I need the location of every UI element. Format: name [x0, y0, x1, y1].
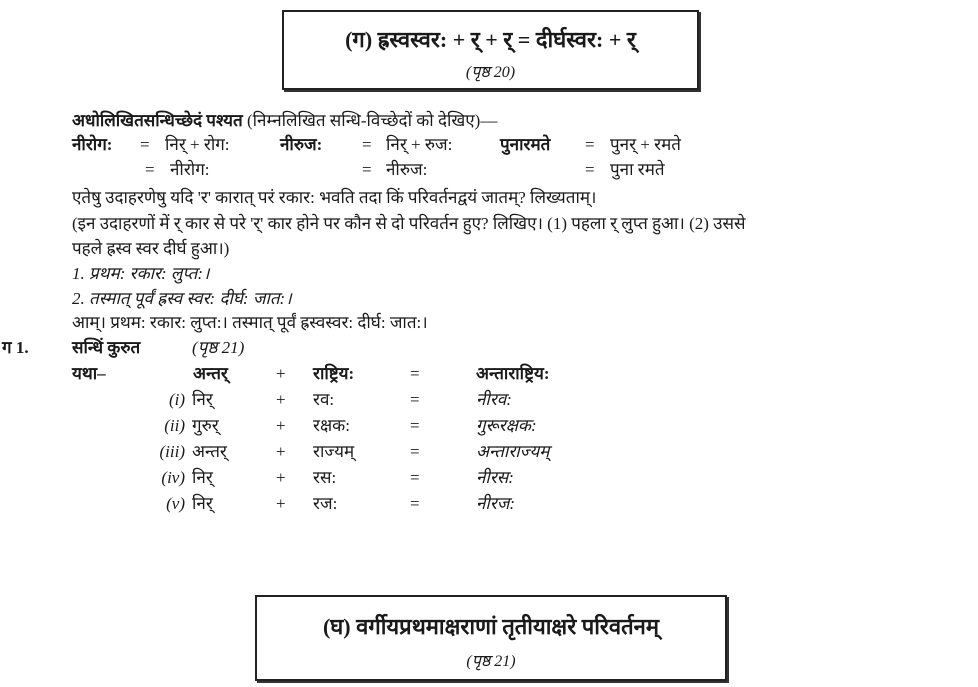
- row-result: गुरूरक्षक:: [476, 416, 537, 435]
- question: एतेषु उदाहरणेषु यदि 'र' कारात् परं रकार: भवति तदा किं परिवर्तनद्वयं जातम्? लिख्यताम्।: [72, 188, 597, 207]
- row-number: (i): [168, 390, 185, 409]
- equals: =: [145, 160, 155, 179]
- example-word: पुनारमते: [500, 135, 551, 154]
- example-result: नीरुज:: [386, 160, 428, 179]
- example-result: नीरोग:: [170, 160, 210, 179]
- row-b: रव:: [313, 390, 335, 409]
- equals: =: [585, 135, 595, 154]
- answer-2: 2. तस्मात् पूर्वं ह्रस्व स्वर: दीर्घ: जात:।: [72, 289, 292, 308]
- equals: =: [362, 135, 372, 154]
- yatha-a: अन्तर्: [193, 364, 228, 383]
- example-result: पुना रमते: [610, 160, 665, 179]
- equals: =: [410, 390, 420, 409]
- row-number: (iii): [159, 442, 185, 461]
- row-result: अन्ताराज्यम्: [476, 442, 550, 461]
- section-gh-page-ref: (पृष्ठ 21): [466, 653, 516, 670]
- row-b: राज्यम्: [313, 442, 355, 461]
- plus: +: [276, 494, 286, 513]
- exercise-title: सन्धिं कुरुत: [72, 338, 141, 357]
- row-number: (iv): [161, 468, 185, 487]
- plus: +: [276, 390, 286, 409]
- row-number: (ii): [164, 416, 185, 435]
- hindi-note: (इन उदाहरणों में र् कार से परे 'र्' कार होने पर कौन से दो परिवर्तन हुए? लिखिए। (1) पहला र् लुप्त हुआ। (2) उससे: [72, 214, 746, 233]
- row-number: (v): [166, 494, 185, 513]
- equals: =: [410, 494, 420, 513]
- plus: +: [276, 442, 286, 461]
- equals: =: [585, 160, 595, 179]
- summary: आम्। प्रथम: रकार: लुप्त:। तस्मात् पूर्वं ह्रस्वस्वर: दीर्घ: जात:।: [72, 313, 428, 332]
- equals: =: [410, 442, 420, 461]
- equals: =: [410, 468, 420, 487]
- section-g-page-ref: (पृष्ठ 20): [465, 64, 516, 81]
- plus: +: [276, 416, 286, 435]
- plus: +: [276, 468, 286, 487]
- row-a: निर्: [192, 468, 213, 487]
- hindi-note: पहले ह्रस्व स्वर दीर्घ हुआ।): [72, 239, 230, 258]
- row-a: अन्तर्: [192, 442, 227, 461]
- yatha-result: अन्ताराष्ट्रिय:: [476, 364, 550, 383]
- exercise-page-ref: (पृष्ठ 21): [192, 338, 245, 357]
- instruction: [72, 110, 497, 132]
- row-result: नीरस:: [476, 468, 514, 487]
- example-split: पुनर् + रमते: [610, 135, 681, 154]
- row-result: नीरज:: [476, 494, 516, 513]
- section-g-title: (ग) ह्रस्वस्वर: + र् + र् = दीर्घस्वर: + र्: [345, 27, 636, 52]
- yatha-label: यथा–: [72, 364, 106, 383]
- yatha-b: राष्ट्रिय:: [313, 364, 355, 383]
- example-word: नीरोग:: [72, 135, 113, 154]
- example-split: निर् + रोग:: [165, 135, 230, 154]
- example-split: निर् + रुज:: [386, 135, 453, 154]
- row-a: निर्: [192, 390, 213, 409]
- row-a: निर्: [192, 494, 213, 513]
- equals: =: [410, 364, 420, 383]
- section-g-heading-box: [282, 10, 699, 90]
- equals: =: [410, 416, 420, 435]
- equals: =: [362, 160, 372, 179]
- row-b: रस:: [313, 468, 337, 487]
- answer-1: 1. प्रथम: रकार: लुप्त:।: [72, 264, 210, 283]
- row-a: गुरुर्: [192, 416, 219, 435]
- plus: +: [276, 364, 286, 383]
- row-result: नीरव:: [476, 390, 512, 409]
- instruction-hindi: (निम्नलिखित सन्धि-विच्छेदों को देखिए)—: [246, 111, 498, 130]
- row-b: रज:: [313, 494, 338, 513]
- row-b: रक्षक:: [313, 416, 350, 435]
- equals: =: [140, 135, 150, 154]
- instruction-bold: अधोलिखितसन्धिच्छेदं पश्यत: [72, 111, 243, 130]
- section-gh-title: (घ) वर्गीयप्रथमाक्षराणां तृतीयाक्षरे परिवर्तनम्: [322, 614, 660, 639]
- section-gh-heading-box: [255, 595, 727, 681]
- exercise-number: ग 1.: [2, 338, 29, 357]
- example-word: नीरुज:: [280, 135, 323, 154]
